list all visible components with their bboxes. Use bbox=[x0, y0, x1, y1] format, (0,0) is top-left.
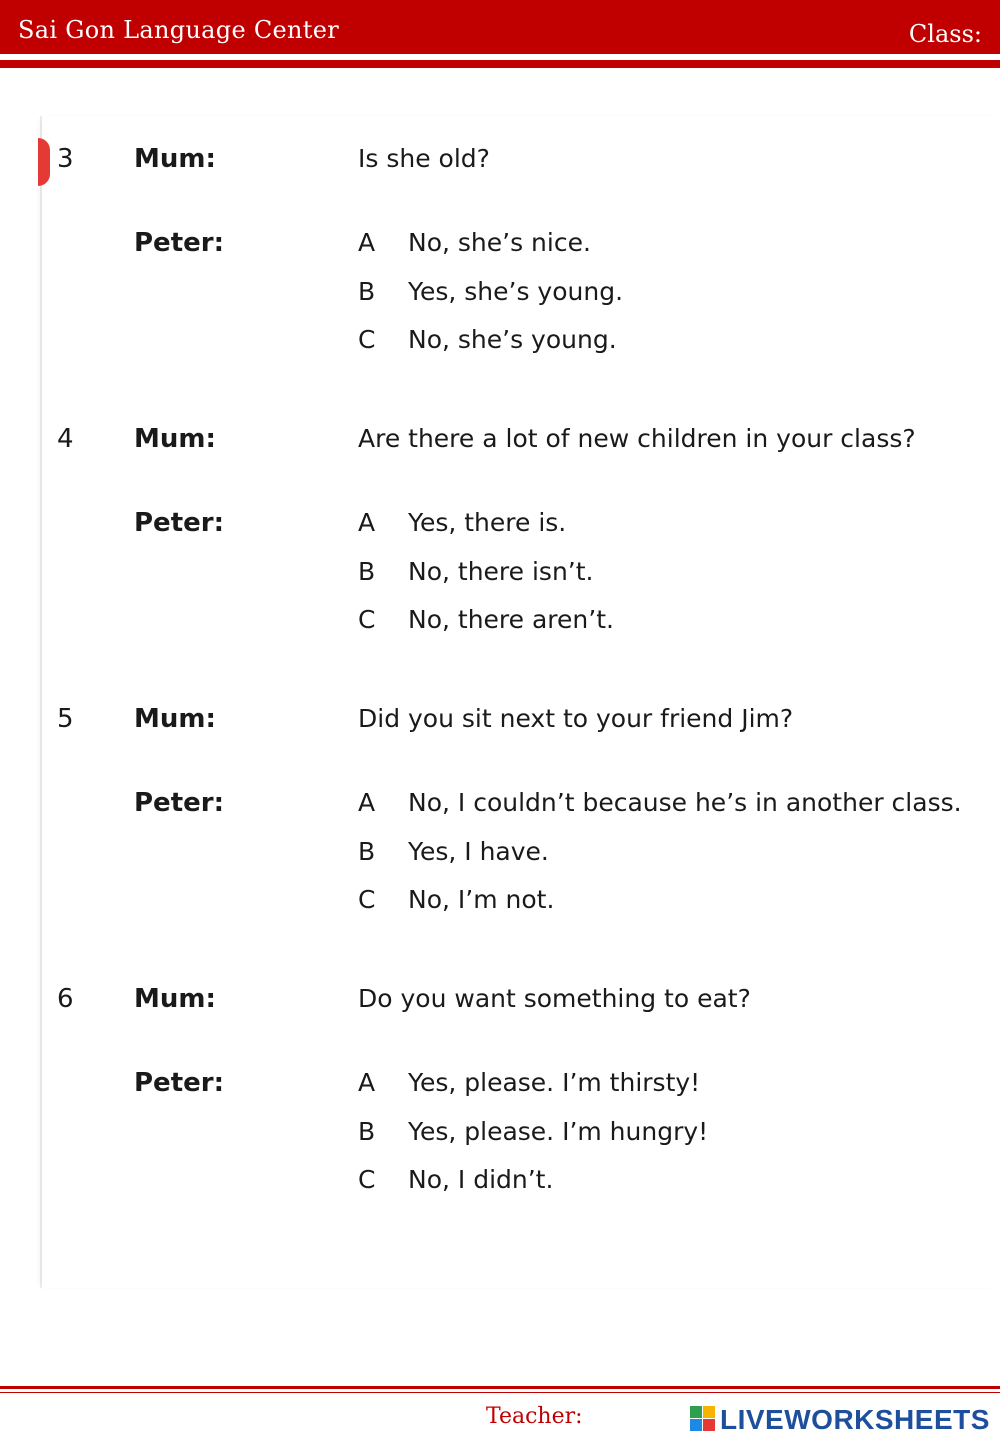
option-letter: B bbox=[358, 837, 376, 866]
option-text: Yes, there is. bbox=[408, 508, 567, 537]
center-name: Sai Gon Language Center bbox=[18, 16, 340, 44]
option-letter: C bbox=[358, 1165, 376, 1194]
question-number: 6 bbox=[57, 984, 74, 1014]
question-3 bbox=[0, 144, 1000, 394]
question-text: Are there a lot of new children in your class? bbox=[358, 424, 916, 453]
question-text: Is she old? bbox=[358, 144, 490, 173]
question-4 bbox=[0, 424, 1000, 674]
option-letter: A bbox=[358, 788, 376, 817]
header-divider-gap bbox=[0, 54, 1000, 57]
option-text: Yes, please. I’m thirsty! bbox=[408, 1068, 701, 1097]
speaker-peter: Peter: bbox=[134, 1068, 224, 1098]
option-text: Yes, please. I’m hungry! bbox=[408, 1117, 709, 1146]
brand-name: LIVEWORKSHEETS bbox=[720, 1404, 990, 1435]
option-letter: B bbox=[358, 277, 376, 306]
option-text: No, I didn’t. bbox=[408, 1165, 554, 1194]
speaker-mum: Mum: bbox=[134, 424, 216, 454]
option-text: No, there aren’t. bbox=[408, 605, 614, 634]
page-header bbox=[0, 0, 1000, 54]
question-text: Did you sit next to your friend Jim? bbox=[358, 704, 794, 733]
footer-divider bbox=[0, 1386, 1000, 1389]
option-letter: C bbox=[358, 325, 376, 354]
question-text: Do you want something to eat? bbox=[358, 984, 751, 1013]
option-text: No, I couldn’t because he’s in another class. bbox=[408, 788, 962, 817]
header-divider bbox=[0, 60, 1000, 68]
speaker-mum: Mum: bbox=[134, 984, 216, 1014]
liveworksheets-logo-icon bbox=[690, 1406, 716, 1432]
speaker-mum: Mum: bbox=[134, 704, 216, 734]
option-text: Yes, she’s young. bbox=[408, 277, 624, 306]
option-letter: C bbox=[358, 605, 376, 634]
option-letter: A bbox=[358, 508, 376, 537]
option-text: No, she’s nice. bbox=[408, 228, 591, 257]
speaker-peter: Peter: bbox=[134, 228, 224, 258]
option-text: No, I’m not. bbox=[408, 885, 555, 914]
speaker-mum: Mum: bbox=[134, 144, 216, 174]
option-letter: A bbox=[358, 1068, 376, 1097]
option-letter: A bbox=[358, 228, 376, 257]
question-number: 3 bbox=[57, 144, 74, 174]
question-number: 4 bbox=[57, 424, 74, 454]
question-number: 5 bbox=[57, 704, 74, 734]
option-letter: C bbox=[358, 885, 376, 914]
footer-divider-thin bbox=[0, 1392, 1000, 1393]
question-6 bbox=[0, 984, 1000, 1234]
speaker-peter: Peter: bbox=[134, 508, 224, 538]
option-letter: B bbox=[358, 557, 376, 586]
question-5 bbox=[0, 704, 1000, 954]
option-letter: B bbox=[358, 1117, 376, 1146]
option-text: Yes, I have. bbox=[408, 837, 549, 866]
option-text: No, she’s young. bbox=[408, 325, 617, 354]
option-text: No, there isn’t. bbox=[408, 557, 594, 586]
teacher-label: Teacher: bbox=[486, 1404, 583, 1429]
speaker-peter: Peter: bbox=[134, 788, 224, 818]
class-label: Class: bbox=[908, 20, 982, 48]
